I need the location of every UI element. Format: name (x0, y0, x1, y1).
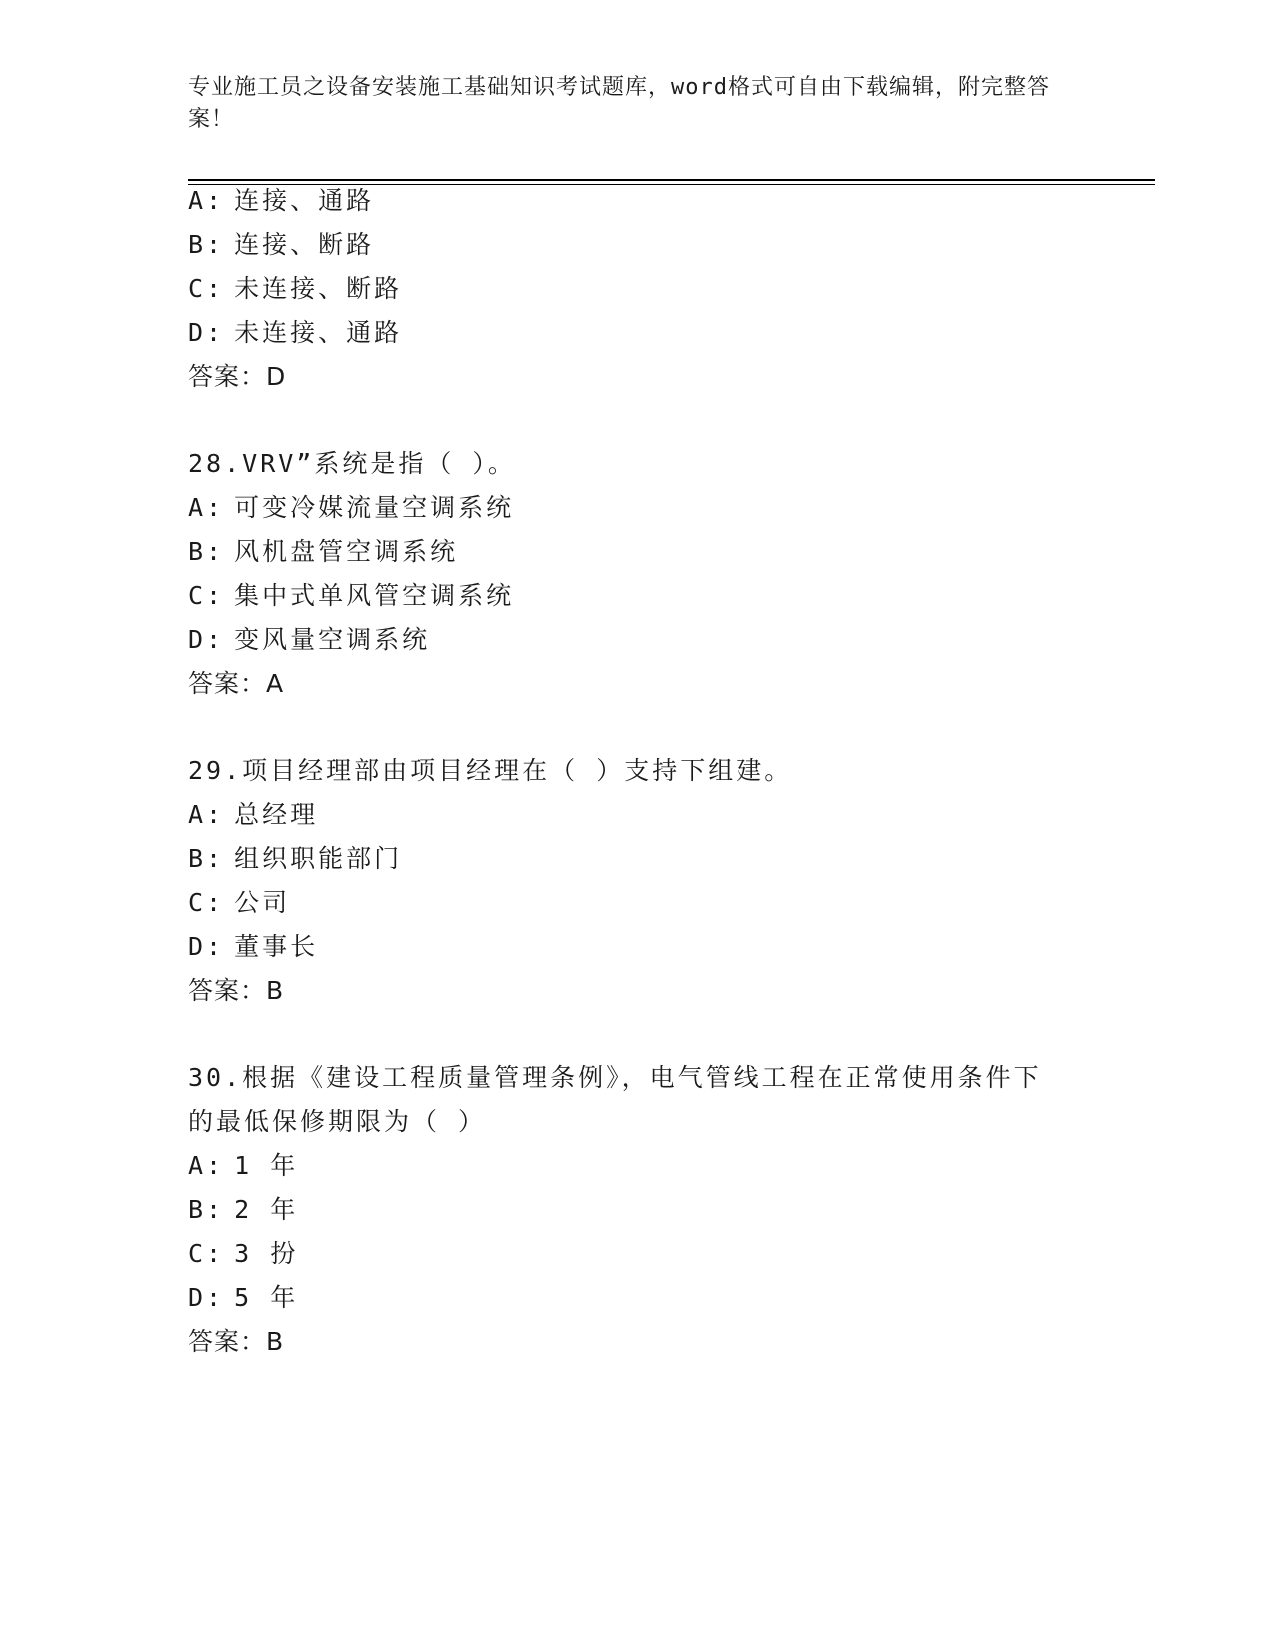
q28-answer: 答案：A (188, 669, 285, 698)
option-text: 公司 (234, 888, 291, 917)
q27-option-c (188, 274, 1088, 304)
option-key: B: (188, 230, 225, 259)
option-key: D: (188, 625, 225, 654)
q29-option-c (188, 888, 1088, 918)
q30-option-c (188, 1239, 1088, 1269)
q28-option-c (188, 581, 1088, 611)
q27-answer: 答案：D (188, 362, 287, 391)
option-key: C: (188, 888, 225, 917)
q30-stem-line1: 30.根据《建设工程质量管理条例》，电气管线工程在正常使用条件下 (188, 1063, 1042, 1092)
q28-option-a (188, 493, 1088, 523)
option-key: C: (188, 274, 225, 303)
option-key: A: (188, 800, 225, 829)
option-text: 总经理 (234, 800, 319, 829)
q27-option-b (188, 230, 1088, 260)
option-text: 未连接、断路 (234, 274, 403, 303)
option-key: A: (188, 493, 225, 522)
option-text: 集中式单风管空调系统 (234, 581, 515, 610)
q29-answer: 答案：B (188, 976, 285, 1005)
q29-option-b (188, 844, 1088, 874)
option-text: 变风量空调系统 (234, 625, 431, 654)
option-key: D: (188, 1283, 225, 1312)
q28-option-b (188, 537, 1088, 567)
header-rule-thin (188, 184, 1155, 185)
option-key: A: (188, 186, 225, 215)
document-header: 专业施工员之设备安装施工基础知识考试题库，word格式可自由下载编辑，附完整答案！ (188, 75, 1050, 132)
option-text: 董事长 (234, 932, 319, 961)
q29-option-d (188, 932, 1088, 962)
q29-stem: 29.项目经理部由项目经理在（ ）支持下组建。 (188, 756, 793, 785)
option-text: 1 年 (234, 1151, 299, 1180)
option-text: 连接、断路 (234, 230, 375, 259)
option-text: 可变冷媒流量空调系统 (234, 493, 515, 522)
option-key: C: (188, 581, 225, 610)
option-text: 连接、通路 (234, 186, 375, 215)
option-text: 未连接、通路 (234, 318, 403, 347)
q28-stem: 28.VRV”系统是指（ ）。 (188, 449, 516, 478)
q28-option-d (188, 625, 1088, 655)
option-key: B: (188, 537, 225, 566)
q30-stem-line2: 的最低保修期限为（ ） (188, 1107, 487, 1136)
q30-answer: 答案：B (188, 1327, 285, 1356)
option-text: 组织职能部门 (234, 844, 403, 873)
q29-option-a (188, 800, 1088, 830)
option-text: 3 扮 (234, 1239, 299, 1268)
option-text: 5 年 (234, 1283, 299, 1312)
q27-option-a (188, 186, 1088, 216)
option-text: 风机盘管空调系统 (234, 537, 459, 566)
q30-option-a (188, 1151, 1088, 1181)
q27-option-d (188, 318, 1088, 348)
option-key: B: (188, 844, 225, 873)
q30-option-d (188, 1283, 1088, 1313)
q30-option-b (188, 1195, 1088, 1225)
option-text: 2 年 (234, 1195, 299, 1224)
option-key: D: (188, 318, 225, 347)
option-key: B: (188, 1195, 225, 1224)
option-key: C: (188, 1239, 225, 1268)
option-key: A: (188, 1151, 225, 1180)
header-rule-thick (188, 179, 1155, 181)
option-key: D: (188, 932, 225, 961)
